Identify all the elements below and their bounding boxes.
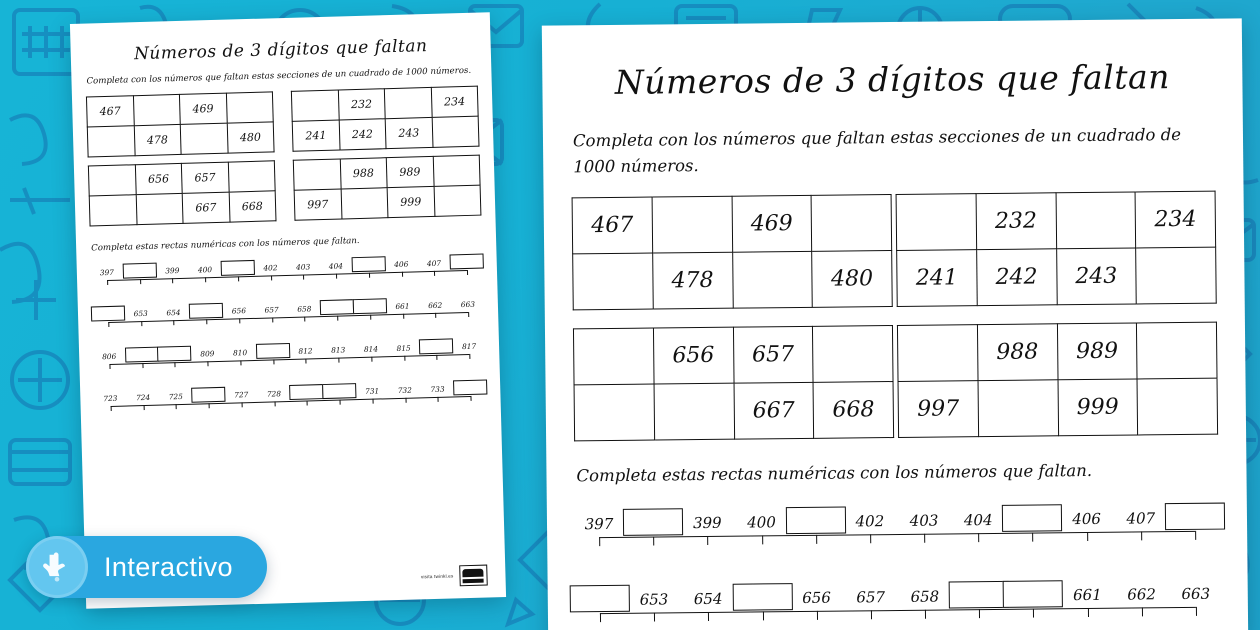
- grid-cell[interactable]: 999: [1058, 379, 1138, 436]
- number-line-answer-box[interactable]: [1165, 502, 1225, 530]
- number-line-tick: [107, 280, 108, 285]
- grid-cell[interactable]: 243: [1056, 248, 1136, 305]
- number-line-label: 656: [802, 588, 831, 607]
- number-line-tick: [108, 322, 109, 327]
- grid-cell[interactable]: [228, 161, 275, 192]
- grid-cell[interactable]: [732, 251, 812, 308]
- grid-cell[interactable]: [433, 155, 480, 186]
- number-line-answer-box[interactable]: [351, 256, 385, 272]
- grid-bottom-right-back[interactable]: [293, 154, 482, 220]
- grid-cell[interactable]: 234: [1135, 191, 1215, 248]
- grid-row-bottom-back: [88, 154, 482, 226]
- grid-cell[interactable]: 232: [976, 193, 1056, 250]
- number-line-label: 731: [364, 386, 380, 396]
- number-line-tick: [306, 358, 307, 363]
- grid-row-top-back: [86, 86, 480, 158]
- number-line-label: 809: [200, 348, 215, 359]
- number-line-label: 400: [197, 264, 213, 275]
- number-line-label: 653: [133, 308, 148, 319]
- number-line-answer-box[interactable]: [949, 581, 1009, 609]
- worksheet-instruction-2-back: Completa estas rectas numéricas con los números que faltan.: [91, 235, 360, 254]
- number-line-tick: [336, 273, 337, 278]
- number-line-answer-box[interactable]: [453, 379, 487, 395]
- number-line-tick: [437, 355, 438, 360]
- number-line-tick: [1033, 608, 1034, 617]
- worksheet-instruction-1-back: Completa con los números que faltan estas secciones de un cuadrado de 1000 números.: [86, 65, 472, 87]
- number-line-tick: [708, 612, 709, 621]
- number-line-tick: [654, 612, 655, 621]
- twinkl-logo-icon: [459, 565, 488, 587]
- number-line-tick: [274, 401, 275, 406]
- table-row: [572, 195, 892, 254]
- number-line-tick: [707, 536, 708, 545]
- grid-cell[interactable]: [813, 326, 893, 383]
- grid-cell[interactable]: 668: [229, 191, 276, 222]
- number-line-tick: [142, 363, 143, 368]
- number-line-label: 728: [266, 389, 282, 399]
- number-line-tick: [109, 364, 110, 369]
- number-line-axis: [600, 577, 1211, 629]
- number-line-tick: [305, 316, 306, 321]
- grid-cell[interactable]: [341, 188, 388, 219]
- number-line-label: 663: [460, 299, 476, 309]
- number-line-label: 733: [430, 384, 445, 394]
- number-line-tick: [208, 361, 209, 366]
- number-line-tick: [205, 277, 206, 282]
- grid-cell[interactable]: 668: [813, 382, 893, 439]
- number-line-tick: [271, 275, 272, 280]
- number-line-tick: [111, 406, 112, 411]
- grid-cell[interactable]: 243: [385, 117, 432, 148]
- number-line-label: 402: [263, 263, 278, 273]
- grid-cell[interactable]: 241: [292, 120, 339, 151]
- number-line-label: 806: [102, 351, 117, 361]
- number-line-tick: [924, 533, 925, 542]
- hand-tap-icon: [26, 536, 88, 598]
- number-line-answer-box[interactable]: [189, 303, 223, 319]
- number-line-label: 810: [232, 347, 248, 358]
- number-line-label: 815: [396, 343, 411, 353]
- worksheet-title-back: Números de 3 dígitos que faltan: [133, 36, 428, 65]
- grid-cell[interactable]: [811, 195, 891, 252]
- grid-cell[interactable]: 480: [812, 251, 892, 308]
- number-line-label: 657: [856, 587, 886, 607]
- number-line-tick: [173, 278, 174, 283]
- number-line-answer-box[interactable]: [322, 383, 356, 399]
- number-line-tick: [438, 397, 439, 402]
- grid-cell[interactable]: 232: [338, 89, 385, 120]
- number-line-label: 402: [855, 511, 885, 531]
- grid-bottom-left[interactable]: [573, 325, 894, 441]
- number-line-tick: [403, 314, 404, 319]
- number-line-label: 400: [747, 512, 776, 532]
- grid-top-left[interactable]: [572, 194, 893, 310]
- grid-row-bottom: [573, 322, 1218, 442]
- number-line-label: 654: [693, 589, 723, 608]
- number-line-tick: [1195, 531, 1196, 540]
- number-line-label: 397: [584, 514, 614, 533]
- number-line-label: 727: [234, 389, 249, 400]
- number-line-tick: [206, 319, 207, 324]
- grid-cell[interactable]: 989: [386, 156, 433, 187]
- number-line-axis: [108, 295, 476, 331]
- number-line-label: 407: [1126, 508, 1156, 528]
- interactive-badge[interactable]: [26, 536, 267, 598]
- grid-cell[interactable]: 656: [135, 163, 182, 194]
- grid-cell[interactable]: 469: [179, 93, 226, 124]
- number-line-axis: [102, 337, 477, 373]
- grid-cell[interactable]: [291, 90, 338, 121]
- number-line-answer-box[interactable]: [419, 338, 453, 354]
- number-line-label: 407: [426, 258, 442, 268]
- table-row: [294, 185, 481, 220]
- table-row: [574, 382, 894, 441]
- number-line-tick: [762, 611, 763, 620]
- grid-cell[interactable]: [89, 195, 136, 226]
- number-lines-back: [91, 252, 487, 415]
- grid-cell[interactable]: 667: [182, 192, 229, 223]
- number-line-label: 404: [963, 510, 993, 529]
- number-line-label: 653: [639, 590, 669, 609]
- grid-cell[interactable]: [896, 194, 976, 251]
- grid-cell[interactable]: 997: [898, 381, 978, 438]
- grid-cell[interactable]: 467: [572, 197, 652, 254]
- number-lines: [575, 500, 1220, 629]
- grid-cell[interactable]: [384, 87, 431, 118]
- number-line-tick: [240, 360, 241, 365]
- number-line-label: 661: [395, 301, 410, 311]
- number-line-1[interactable]: [584, 501, 1195, 553]
- number-line-tick: [467, 270, 468, 275]
- table-row: [89, 191, 276, 226]
- number-line-tick: [817, 611, 818, 620]
- worksheet-page-back[interactable]: [70, 12, 506, 608]
- number-line-label: 399: [165, 265, 180, 276]
- grid-cell[interactable]: [226, 92, 273, 123]
- grid-cell[interactable]: 657: [733, 326, 813, 383]
- number-line-answer-box[interactable]: [1002, 504, 1062, 532]
- number-line-label: 657: [264, 305, 279, 315]
- table-row: [573, 326, 893, 385]
- number-line-tick: [337, 315, 338, 320]
- number-line-label: 658: [297, 304, 312, 314]
- table-row: [897, 322, 1217, 381]
- number-line-label: 399: [692, 513, 722, 532]
- number-line-label: 406: [1072, 509, 1102, 528]
- number-line-label: 397: [99, 267, 115, 278]
- number-line-label: 662: [427, 300, 443, 310]
- grid-cell[interactable]: [432, 116, 479, 147]
- grid-cell[interactable]: [1056, 192, 1136, 249]
- grid-cell[interactable]: [574, 384, 654, 441]
- number-line-label: 654: [166, 307, 181, 318]
- grid-bottom-left-back[interactable]: [88, 160, 277, 226]
- number-line-tick: [176, 404, 177, 409]
- grid-cell[interactable]: 480: [227, 122, 274, 153]
- number-line-answer-box[interactable]: [125, 346, 159, 362]
- number-line-3-back[interactable]: [102, 337, 477, 373]
- number-line-tick: [140, 279, 141, 284]
- grid-cell[interactable]: [88, 165, 135, 196]
- number-line-tick: [870, 534, 871, 543]
- number-line-answer-box[interactable]: [353, 298, 387, 314]
- worksheet-instruction-1: Completa con los números que faltan estas secciones de un cuadrado de 1000 números.: [572, 124, 1182, 176]
- number-line-label: 732: [397, 385, 412, 395]
- number-line-label: 723: [103, 393, 118, 403]
- number-line-answer-box[interactable]: [289, 384, 323, 400]
- grid-cell[interactable]: 242: [339, 119, 386, 150]
- grid-cell[interactable]: [573, 253, 653, 310]
- number-line-answer-box[interactable]: [91, 305, 125, 321]
- number-line-answer-box[interactable]: [570, 584, 630, 612]
- number-line-2-back[interactable]: [108, 295, 476, 331]
- grid-cell[interactable]: [136, 193, 183, 224]
- grid-cell[interactable]: 242: [976, 249, 1056, 306]
- number-line-tick: [273, 359, 274, 364]
- number-line-label: 813: [331, 345, 346, 355]
- number-line-tick: [816, 535, 817, 544]
- number-line-label: 656: [231, 305, 247, 316]
- number-line-tick: [371, 356, 372, 361]
- number-line-answer-box[interactable]: [191, 387, 225, 403]
- number-line-tick: [303, 274, 304, 279]
- number-line-2[interactable]: [600, 577, 1211, 629]
- number-line-tick: [370, 314, 371, 319]
- grid-top-left-back[interactable]: [86, 91, 275, 157]
- number-line-label: 658: [910, 587, 940, 606]
- number-line-label: 403: [909, 511, 939, 530]
- number-line-label: 725: [168, 391, 183, 402]
- number-line-tick: [1196, 607, 1197, 616]
- number-line-answer-box[interactable]: [122, 262, 156, 278]
- interactive-badge-label: Interactivo: [104, 551, 233, 582]
- number-line-tick: [653, 536, 654, 545]
- number-line-tick: [372, 398, 373, 403]
- table-row: [292, 116, 479, 151]
- number-line-tick: [239, 318, 240, 323]
- grid-cell[interactable]: [87, 126, 134, 157]
- number-line-label: 662: [1127, 584, 1156, 604]
- number-line-tick: [469, 354, 470, 359]
- grid-cell[interactable]: 469: [732, 195, 812, 252]
- number-line-1-back[interactable]: [99, 253, 468, 289]
- number-line-label: 724: [135, 392, 151, 403]
- number-line-tick: [1087, 532, 1088, 541]
- grid-bottom-right[interactable]: [897, 322, 1218, 438]
- number-line-tick: [175, 362, 176, 367]
- number-line-answer-box[interactable]: [157, 345, 191, 361]
- worksheet-title: Números de 3 dígitos que faltan: [614, 57, 1171, 102]
- grid-top-right[interactable]: [896, 191, 1217, 307]
- number-line-tick: [925, 609, 926, 618]
- table-row: [573, 251, 893, 310]
- number-line-tick: [1142, 607, 1143, 616]
- footer-credit: visita twinkl.es: [420, 573, 454, 580]
- number-line-tick: [401, 272, 402, 277]
- grid-cell[interactable]: [978, 380, 1058, 437]
- grid-cell[interactable]: 657: [181, 162, 228, 193]
- grid-cell[interactable]: 988: [977, 324, 1057, 381]
- number-line-tick: [762, 535, 763, 544]
- number-line-answer-box[interactable]: [220, 260, 254, 276]
- number-line-tick: [468, 312, 469, 317]
- number-line-tick: [238, 276, 239, 281]
- number-line-tick: [241, 402, 242, 407]
- table-row: [898, 378, 1218, 437]
- number-line-tick: [404, 356, 405, 361]
- number-line-tick: [405, 398, 406, 403]
- grid-cell[interactable]: [1137, 378, 1217, 435]
- grid-cell[interactable]: 988: [340, 158, 387, 189]
- number-line-label: 814: [363, 344, 379, 354]
- number-line-tick: [340, 399, 341, 404]
- grid-cell[interactable]: [652, 196, 732, 253]
- number-line-tick: [338, 357, 339, 362]
- number-line-tick: [435, 313, 436, 318]
- number-line-axis: [584, 501, 1195, 553]
- grid-cell[interactable]: 241: [897, 250, 977, 307]
- number-line-label: 661: [1072, 585, 1102, 604]
- grid-cell[interactable]: 989: [1057, 323, 1137, 380]
- number-line-answer-box[interactable]: [732, 583, 792, 611]
- number-line-tick: [978, 533, 979, 542]
- number-line-label: 817: [461, 341, 477, 351]
- grid-cell[interactable]: [293, 159, 340, 190]
- grid-cell[interactable]: 478: [134, 124, 181, 155]
- number-line-answer-box[interactable]: [256, 343, 290, 359]
- grid-cell[interactable]: [573, 328, 653, 385]
- grid-cell[interactable]: [180, 123, 227, 154]
- worksheet-page-front[interactable]: [542, 18, 1248, 630]
- worksheet-instruction-2: Completa estas rectas numéricas con los números que faltan.: [576, 461, 1093, 486]
- number-line-tick: [434, 271, 435, 276]
- table-row: [896, 191, 1216, 250]
- grid-cell[interactable]: [897, 325, 977, 382]
- number-line-tick: [871, 610, 872, 619]
- number-line-answer-box[interactable]: [623, 508, 683, 536]
- number-line-tick: [1033, 532, 1034, 541]
- number-line-label: 403: [295, 262, 311, 272]
- grid-cell[interactable]: 234: [431, 86, 478, 117]
- grid-cell[interactable]: 478: [652, 252, 732, 309]
- number-line-axis: [99, 253, 468, 289]
- number-line-tick: [470, 396, 471, 401]
- table-row: [897, 247, 1217, 306]
- grid-cell[interactable]: 656: [653, 327, 733, 384]
- number-line-tick: [979, 609, 980, 618]
- grid-cell[interactable]: 999: [387, 186, 434, 217]
- number-line-answer-box[interactable]: [786, 506, 846, 534]
- number-line-tick: [174, 320, 175, 325]
- number-line-label: 663: [1181, 584, 1211, 603]
- number-line-tick: [1141, 531, 1142, 540]
- number-line-label: 404: [328, 261, 344, 271]
- number-line-label: 406: [394, 259, 409, 269]
- number-line-answer-box[interactable]: [320, 299, 354, 315]
- grid-cell[interactable]: 467: [86, 96, 133, 127]
- grid-cell[interactable]: [434, 185, 481, 216]
- grid-cell[interactable]: [1137, 322, 1217, 379]
- grid-cell[interactable]: [654, 383, 734, 440]
- number-line-tick: [600, 613, 601, 622]
- grid-cell[interactable]: 667: [734, 382, 814, 439]
- grid-row-top: [572, 191, 1217, 311]
- number-line-answer-box[interactable]: [449, 253, 483, 269]
- number-line-tick: [599, 537, 600, 546]
- number-line-tick: [307, 400, 308, 405]
- table-row: [87, 122, 274, 157]
- number-line-label: 812: [298, 346, 313, 356]
- number-line-tick: [141, 321, 142, 326]
- number-line-tick: [272, 317, 273, 322]
- grid-cell[interactable]: 997: [294, 189, 341, 220]
- number-line-tick: [1088, 608, 1089, 617]
- number-line-tick: [369, 272, 370, 277]
- grid-cell[interactable]: [1136, 247, 1216, 304]
- grid-top-right-back[interactable]: [291, 86, 480, 152]
- number-line-tick: [209, 403, 210, 408]
- number-line-axis: [103, 379, 471, 415]
- grid-cell[interactable]: [133, 94, 180, 125]
- number-line-4-back[interactable]: [103, 379, 471, 415]
- number-line-tick: [143, 405, 144, 410]
- number-line-answer-box[interactable]: [1003, 580, 1063, 608]
